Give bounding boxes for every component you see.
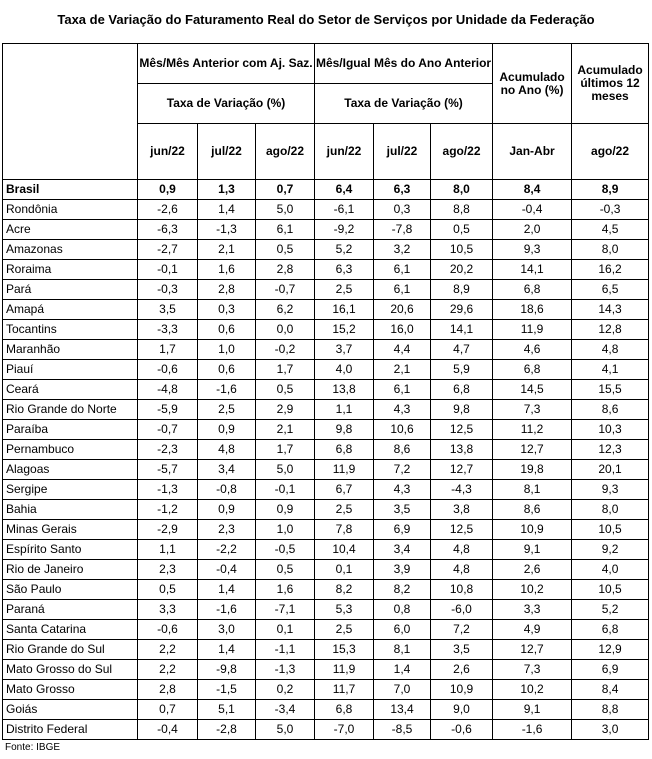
value-cell: -2,7 [138,240,198,260]
value-cell: 4,7 [431,340,493,360]
value-cell: 5,0 [256,200,315,220]
table-row [3,340,649,360]
value-cell: 9,1 [493,700,572,720]
state-name: Bahia [3,500,138,520]
value-cell: 6,7 [315,480,374,500]
value-cell: 12,7 [493,440,572,460]
table-row [3,440,649,460]
value-cell: 0,1 [256,620,315,640]
value-cell: 6,1 [256,220,315,240]
value-cell: 4,8 [431,560,493,580]
value-cell: 3,7 [315,340,374,360]
value-cell: 10,6 [374,420,431,440]
value-cell: -2,8 [198,720,256,740]
value-cell: 16,1 [315,300,374,320]
value-cell: 2,0 [493,220,572,240]
value-cell: 0,9 [198,500,256,520]
table-row [3,480,649,500]
value-cell: 11,9 [493,320,572,340]
value-cell: 13,8 [431,440,493,460]
state-name: São Paulo [3,580,138,600]
value-cell: 8,4 [572,680,649,700]
value-cell: 4,4 [374,340,431,360]
table-row [3,640,649,660]
value-cell: 8,0 [572,240,649,260]
value-cell: -2,3 [138,440,198,460]
state-name: Piauí [3,360,138,380]
value-cell: 1,1 [315,400,374,420]
value-cell: 0,5 [256,240,315,260]
header-month: jun/22 [138,124,198,180]
state-name: Roraima [3,260,138,280]
value-cell: 6,2 [256,300,315,320]
value-cell: 8,6 [572,400,649,420]
value-cell: 4,8 [431,540,493,560]
value-cell: 1,4 [198,640,256,660]
value-cell: 0,6 [198,320,256,340]
value-cell: 6,1 [374,380,431,400]
value-cell: 16,2 [572,260,649,280]
state-name: Alagoas [3,460,138,480]
table-row [3,580,649,600]
table-row [3,680,649,700]
value-cell: 8,8 [572,700,649,720]
table-row [3,220,649,240]
state-name: Goiás [3,700,138,720]
value-cell: 12,7 [493,640,572,660]
value-cell: 5,1 [198,700,256,720]
table-row [3,720,649,740]
state-name: Acre [3,220,138,240]
value-cell: 8,8 [431,200,493,220]
value-cell: 12,5 [431,520,493,540]
value-cell: 2,3 [138,560,198,580]
value-cell: 8,4 [493,180,572,200]
value-cell: -1,2 [138,500,198,520]
value-cell: 12,8 [572,320,649,340]
value-cell: -0,8 [198,480,256,500]
value-cell: 10,9 [493,520,572,540]
table-row [3,500,649,520]
value-cell: 9,1 [493,540,572,560]
state-name: Distrito Federal [3,720,138,740]
value-cell: 19,8 [493,460,572,480]
value-cell: -3,3 [138,320,198,340]
value-cell: -2,6 [138,200,198,220]
value-cell: 0,5 [431,220,493,240]
value-cell: 2,5 [315,620,374,640]
value-cell: 7,3 [493,660,572,680]
value-cell: 6,8 [572,620,649,640]
value-cell: 0,9 [198,420,256,440]
value-cell: 11,9 [315,460,374,480]
table-row [3,240,649,260]
value-cell: 20,2 [431,260,493,280]
value-cell: 8,1 [374,640,431,660]
value-cell: -1,3 [138,480,198,500]
value-cell: 3,0 [572,720,649,740]
value-cell: 3,3 [493,600,572,620]
value-cell: 10,8 [431,580,493,600]
value-cell: -1,3 [256,660,315,680]
value-cell: 2,6 [431,660,493,680]
table-row [3,360,649,380]
value-cell: 0,3 [198,300,256,320]
value-cell: 0,5 [138,580,198,600]
state-header [3,44,138,180]
value-cell: 5,2 [572,600,649,620]
table-row-total [3,180,649,200]
value-cell: -1,1 [256,640,315,660]
value-cell: 3,2 [374,240,431,260]
state-name: Mato Grosso do Sul [3,660,138,680]
value-cell: 0,2 [256,680,315,700]
value-cell: 7,3 [493,400,572,420]
header-accumulated-year: Acumulado no Ano (%) [493,44,572,124]
state-name: Rondônia [3,200,138,220]
value-cell: 2,1 [198,240,256,260]
value-cell: 0,8 [374,600,431,620]
value-cell: 15,3 [315,640,374,660]
value-cell: -9,2 [315,220,374,240]
value-cell: 4,3 [374,400,431,420]
value-cell: 2,5 [315,500,374,520]
value-cell: 2,5 [198,400,256,420]
value-cell: 3,5 [431,640,493,660]
value-cell: 12,9 [572,640,649,660]
value-cell: 2,8 [138,680,198,700]
value-cell: 8,6 [493,500,572,520]
value-cell: 11,2 [493,420,572,440]
state-name: Sergipe [3,480,138,500]
value-cell: -0,2 [256,340,315,360]
state-name: Brasil [3,180,138,200]
value-cell: 9,8 [431,400,493,420]
value-cell: 20,1 [572,460,649,480]
header-rate-variation-2: Taxa de Variação (%) [315,84,493,124]
table-row [3,700,649,720]
value-cell: 8,1 [493,480,572,500]
header-group-month-over-month: Mês/Mês Anterior com Aj. Saz. [138,44,315,84]
value-cell: 0,3 [374,200,431,220]
value-cell: 6,4 [315,180,374,200]
value-cell: 11,7 [315,680,374,700]
value-cell: -1,6 [493,720,572,740]
value-cell: 6,9 [572,660,649,680]
table-row [3,460,649,480]
value-cell: 4,9 [493,620,572,640]
value-cell: 3,3 [138,600,198,620]
value-cell: 16,0 [374,320,431,340]
value-cell: 1,6 [256,580,315,600]
state-name: Rio Grande do Sul [3,640,138,660]
value-cell: 2,2 [138,660,198,680]
value-cell: 1,1 [138,540,198,560]
value-cell: 7,2 [374,460,431,480]
value-cell: 15,2 [315,320,374,340]
value-cell: 11,9 [315,660,374,680]
value-cell: 3,4 [374,540,431,560]
value-cell: 0,5 [256,560,315,580]
value-cell: -0,1 [256,480,315,500]
value-cell: 2,5 [315,280,374,300]
value-cell: 5,9 [431,360,493,380]
value-cell: 0,0 [256,320,315,340]
value-cell: 1,0 [198,340,256,360]
value-cell: 4,1 [572,360,649,380]
value-cell: 10,2 [493,580,572,600]
value-cell: 3,4 [198,460,256,480]
table-title: Taxa de Variação do Faturamento Real do Setor de Serviços por Unidade da Federação [57,12,595,27]
data-table [2,43,649,740]
value-cell: 3,0 [198,620,256,640]
value-cell: 3,8 [431,500,493,520]
value-cell: -0,6 [138,620,198,640]
table-row [3,660,649,680]
table-row [3,540,649,560]
state-name: Mato Grosso [3,680,138,700]
value-cell: -0,4 [138,720,198,740]
header-month: ago/22 [431,124,493,180]
value-cell: -1,3 [198,220,256,240]
value-cell: -0,4 [198,560,256,580]
value-cell: 6,9 [374,520,431,540]
value-cell: 13,8 [315,380,374,400]
value-cell: 5,0 [256,720,315,740]
value-cell: -6,0 [431,600,493,620]
value-cell: 1,4 [198,580,256,600]
value-cell: -0,1 [138,260,198,280]
value-cell: 6,8 [493,280,572,300]
value-cell: 7,8 [315,520,374,540]
value-cell: -0,5 [256,540,315,560]
value-cell: 10,5 [572,580,649,600]
value-cell: -0,7 [256,280,315,300]
state-name: Tocantins [3,320,138,340]
value-cell: 12,3 [572,440,649,460]
value-cell: 6,0 [374,620,431,640]
value-cell: -9,8 [198,660,256,680]
value-cell: 10,3 [572,420,649,440]
table-row [3,320,649,340]
value-cell: 1,4 [198,200,256,220]
value-cell: 1,7 [256,360,315,380]
value-cell: 4,3 [374,480,431,500]
value-cell: 8,2 [374,580,431,600]
value-cell: 5,3 [315,600,374,620]
value-cell: 3,9 [374,560,431,580]
value-cell: 2,9 [256,400,315,420]
value-cell: 12,7 [431,460,493,480]
value-cell: -0,7 [138,420,198,440]
value-cell: 2,1 [256,420,315,440]
table-row [3,200,649,220]
value-cell: 9,2 [572,540,649,560]
value-cell: 3,5 [138,300,198,320]
value-cell: 14,5 [493,380,572,400]
state-name: Rio de Janeiro [3,560,138,580]
header-rate-variation-1: Taxa de Variação (%) [138,84,315,124]
value-cell: 29,6 [431,300,493,320]
value-cell: 5,0 [256,460,315,480]
value-cell: 0,5 [256,380,315,400]
value-cell: 1,0 [256,520,315,540]
value-cell: -8,5 [374,720,431,740]
value-cell: 6,5 [572,280,649,300]
value-cell: 10,9 [431,680,493,700]
value-cell: 14,1 [493,260,572,280]
value-cell: -7,1 [256,600,315,620]
value-cell: -4,3 [431,480,493,500]
table-row [3,280,649,300]
value-cell: 2,8 [198,280,256,300]
value-cell: 0,1 [315,560,374,580]
header-month: ago/22 [256,124,315,180]
value-cell: 4,8 [198,440,256,460]
value-cell: 9,8 [315,420,374,440]
table-row [3,560,649,580]
value-cell: -0,3 [138,280,198,300]
state-name: Amapá [3,300,138,320]
value-cell: 0,9 [256,500,315,520]
value-cell: 2,1 [374,360,431,380]
value-cell: 4,0 [572,560,649,580]
table-row [3,400,649,420]
value-cell: 6,8 [431,380,493,400]
value-cell: 0,7 [138,700,198,720]
value-cell: 6,8 [493,360,572,380]
value-cell: -2,9 [138,520,198,540]
value-cell: -0,6 [431,720,493,740]
value-cell: 9,0 [431,700,493,720]
value-cell: -5,9 [138,400,198,420]
value-cell: -0,4 [493,200,572,220]
value-cell: -1,5 [198,680,256,700]
state-name: Pará [3,280,138,300]
value-cell: -7,0 [315,720,374,740]
value-cell: 2,2 [138,640,198,660]
value-cell: -6,3 [138,220,198,240]
value-cell: -1,6 [198,380,256,400]
value-cell: 14,1 [431,320,493,340]
state-name: Ceará [3,380,138,400]
value-cell: 7,2 [431,620,493,640]
value-cell: 0,9 [138,180,198,200]
value-cell: 10,4 [315,540,374,560]
state-name: Espírito Santo [3,540,138,560]
value-cell: -7,8 [374,220,431,240]
value-cell: 10,5 [431,240,493,260]
value-cell: -6,1 [315,200,374,220]
value-cell: 6,8 [315,440,374,460]
value-cell: 9,3 [572,480,649,500]
value-cell: 10,5 [572,520,649,540]
value-cell: 1,3 [198,180,256,200]
header-month: Jan-Abr [493,124,572,180]
value-cell: 8,9 [431,280,493,300]
value-cell: 6,1 [374,280,431,300]
state-name: Rio Grande do Norte [3,400,138,420]
table-row [3,380,649,400]
value-cell: -0,3 [572,200,649,220]
value-cell: 2,6 [493,560,572,580]
value-cell: 1,7 [138,340,198,360]
value-cell: 6,3 [315,260,374,280]
value-cell: 8,6 [374,440,431,460]
value-cell: 18,6 [493,300,572,320]
value-cell: 6,1 [374,260,431,280]
value-cell: 12,5 [431,420,493,440]
table-row [3,620,649,640]
source-note: Fonte: IBGE [5,742,61,753]
table-row [3,420,649,440]
state-name: Amazonas [3,240,138,260]
state-name: Maranhão [3,340,138,360]
value-cell: -5,7 [138,460,198,480]
value-cell: 15,5 [572,380,649,400]
table-body [3,180,649,740]
value-cell: -2,2 [198,540,256,560]
value-cell: 1,4 [374,660,431,680]
value-cell: 7,0 [374,680,431,700]
value-cell: 8,0 [431,180,493,200]
header-month: jun/22 [315,124,374,180]
value-cell: 3,5 [374,500,431,520]
value-cell: 4,5 [572,220,649,240]
value-cell: 10,2 [493,680,572,700]
state-name: Paraíba [3,420,138,440]
value-cell: 0,6 [198,360,256,380]
value-cell: -1,6 [198,600,256,620]
state-name: Pernambuco [3,440,138,460]
value-cell: 14,3 [572,300,649,320]
value-cell: 4,6 [493,340,572,360]
header-month: jul/22 [198,124,256,180]
value-cell: 0,7 [256,180,315,200]
state-name: Santa Catarina [3,620,138,640]
value-cell: 13,4 [374,700,431,720]
table-row [3,600,649,620]
value-cell: 2,8 [256,260,315,280]
value-cell: 1,7 [256,440,315,460]
value-cell: 20,6 [374,300,431,320]
value-cell: 6,8 [315,700,374,720]
value-cell: -4,8 [138,380,198,400]
value-cell: 5,2 [315,240,374,260]
value-cell: 8,9 [572,180,649,200]
value-cell: 1,6 [198,260,256,280]
header-group-year-over-year: Mês/Igual Mês do Ano Anterior [315,44,493,84]
value-cell: 8,0 [572,500,649,520]
table-row [3,520,649,540]
value-cell: 4,8 [572,340,649,360]
value-cell: -3,4 [256,700,315,720]
value-cell: 6,3 [374,180,431,200]
table-row [3,300,649,320]
header-accumulated-12-months: Acumulado últimos 12 meses [572,44,649,124]
header-month: jul/22 [374,124,431,180]
value-cell: 2,3 [198,520,256,540]
state-name: Paraná [3,600,138,620]
header-month: ago/22 [572,124,649,180]
value-cell: 4,0 [315,360,374,380]
value-cell: 9,3 [493,240,572,260]
table-row [3,260,649,280]
value-cell: -0,6 [138,360,198,380]
value-cell: 8,2 [315,580,374,600]
state-name: Minas Gerais [3,520,138,540]
